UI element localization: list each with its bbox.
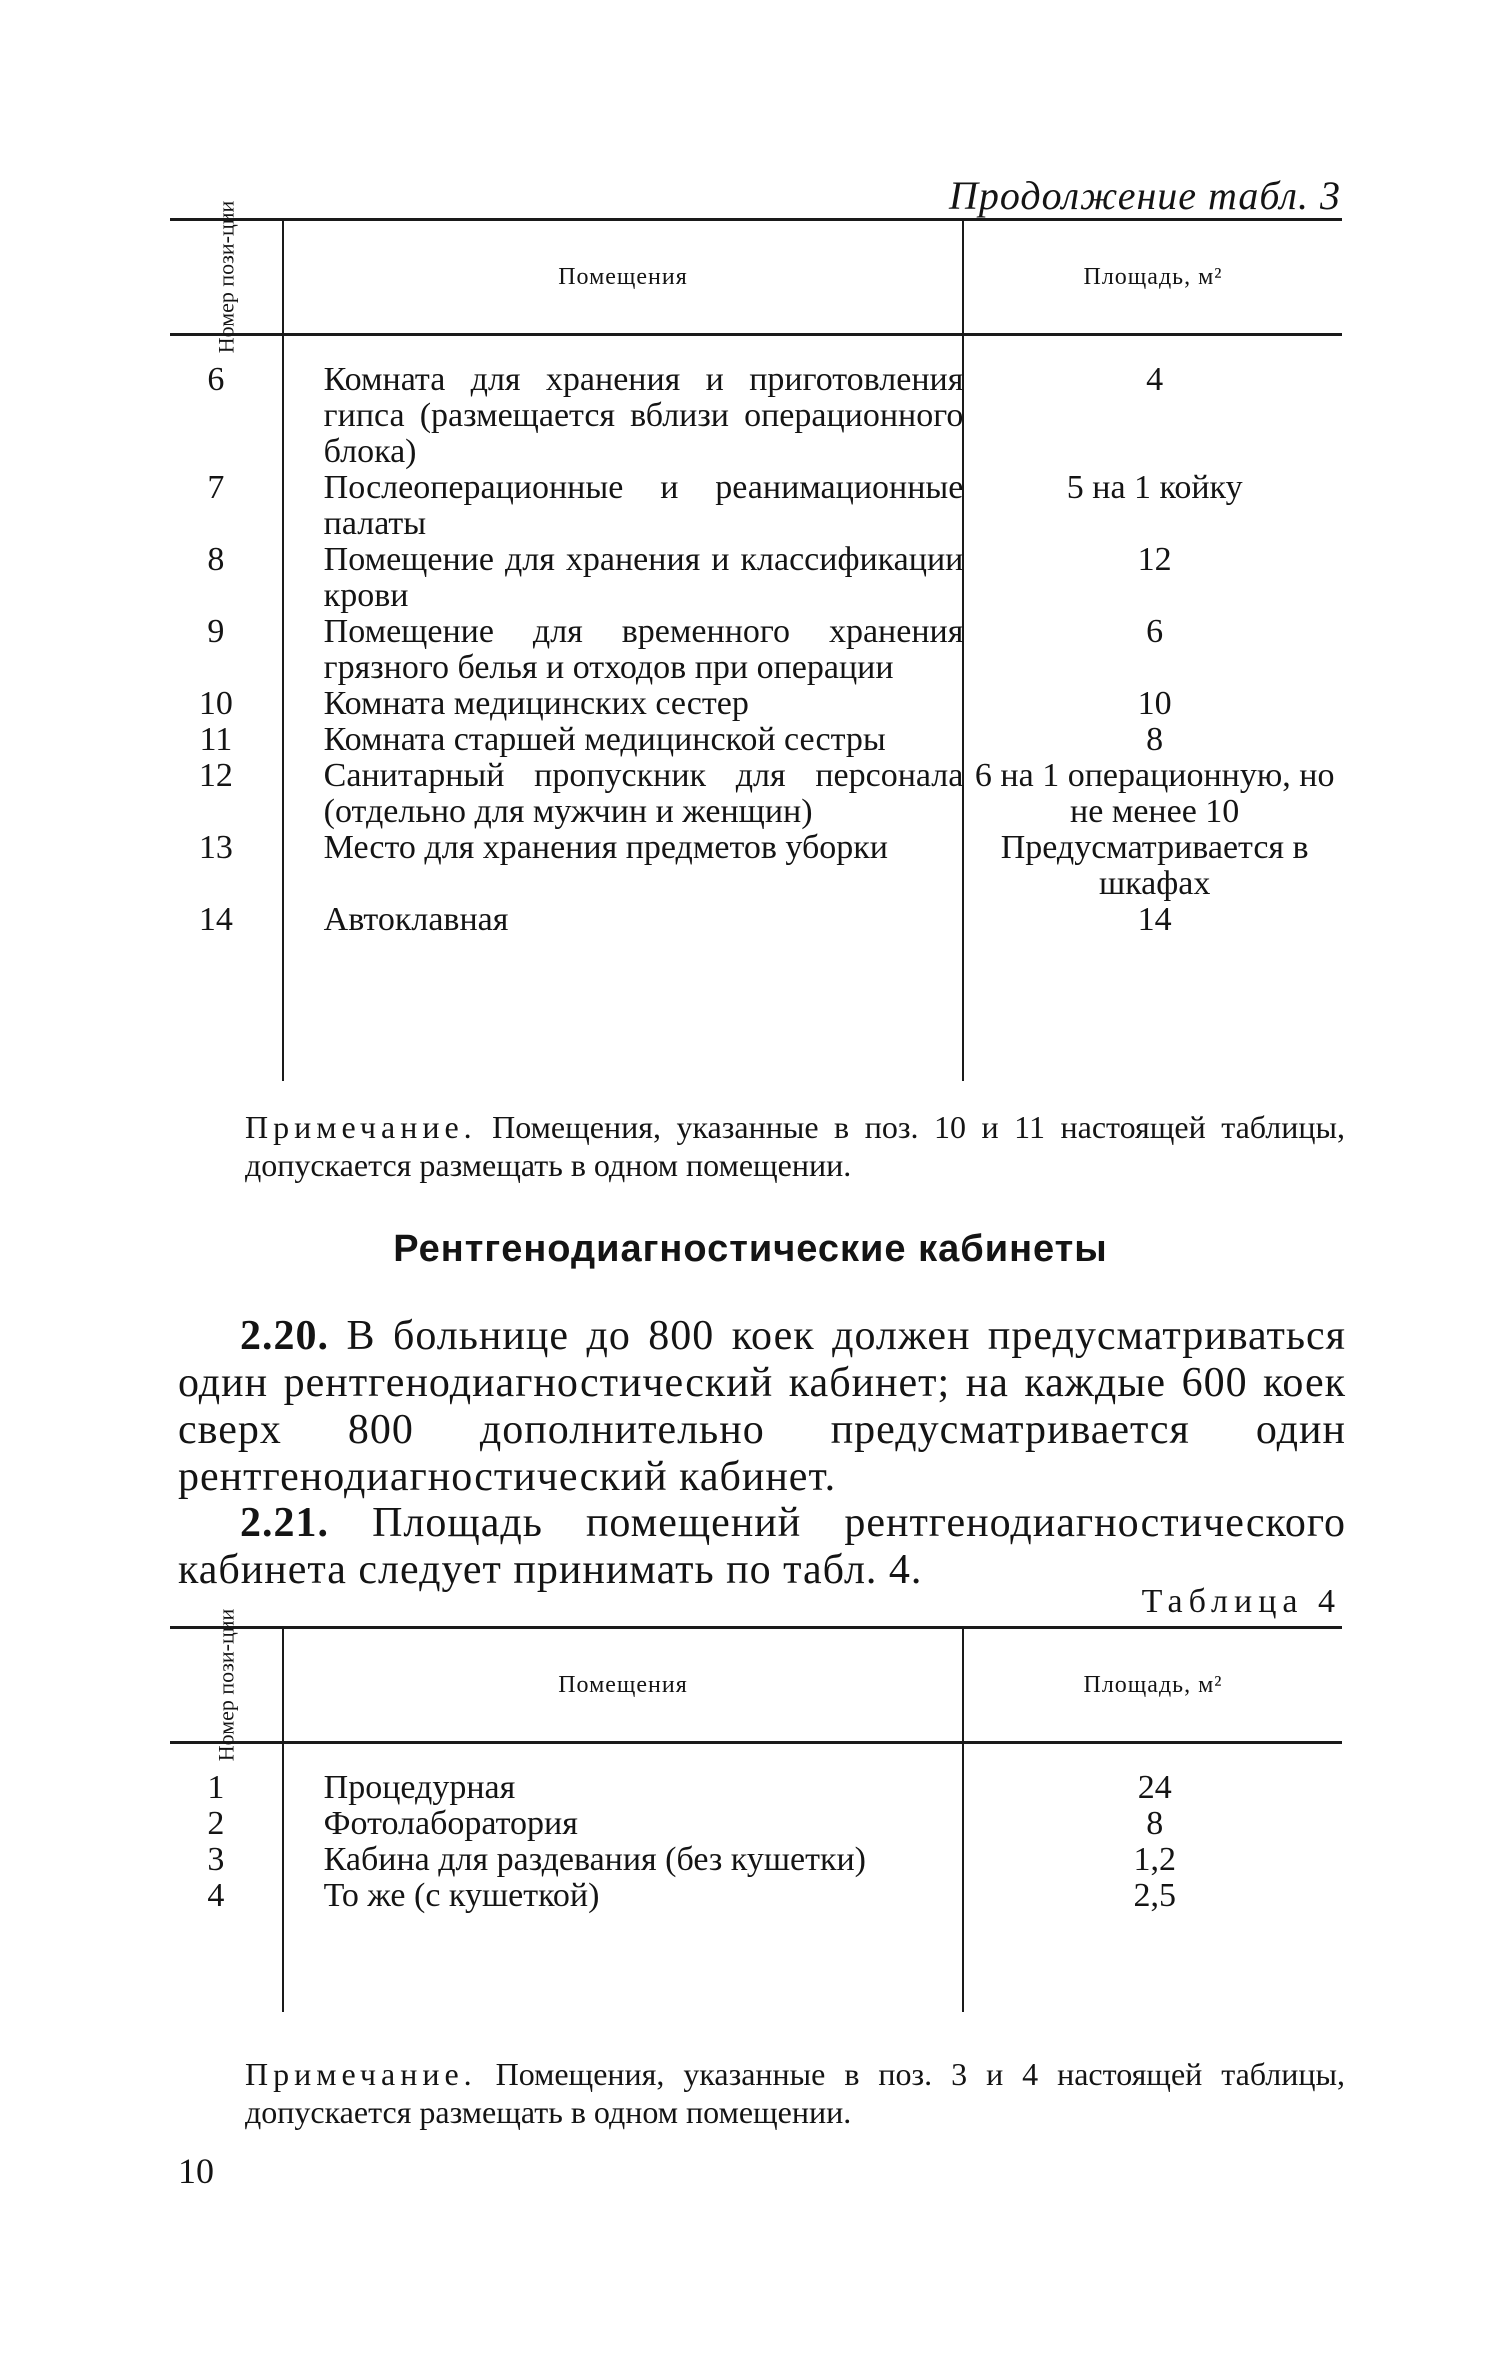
table-4-note: [245, 2055, 1345, 2131]
row-area: 5 на 1 койку: [1066, 469, 1243, 506]
row-area: 8: [1146, 1805, 1164, 1842]
header-number-cell: [170, 1608, 282, 1762]
note-label: Примечание.: [245, 1109, 477, 1145]
row-number: 8: [207, 541, 225, 578]
row-number: 9: [207, 613, 225, 650]
note-label: Примечание.: [245, 2056, 477, 2092]
row-area: 8: [1146, 721, 1164, 758]
table-row: [170, 1806, 1342, 1842]
continuation-label: Продолжение табл. 3: [948, 173, 1341, 218]
table-row: [170, 1878, 1342, 1914]
row-number: 4: [207, 1877, 225, 1914]
row-room: Послеоперационные и реанимационные палаты: [323, 469, 964, 542]
row-room: Санитарный пропускник для персонала (отдельно для мужчин и женщин): [323, 757, 964, 830]
row-room: Комната старшей медицинской сестры: [323, 721, 886, 758]
row-area: 24: [1137, 1769, 1172, 1806]
paragraph-text: В больнице до 800 коек должен предусматриваться один рентгенодиагностический кабинет; на каждые 600 коек сверх 800 дополнительно предусматривается один рентгенодиагностический кабинет.: [178, 1313, 1347, 1500]
row-number: 7: [207, 469, 225, 506]
note-text: Помещения, указанные в поз. 3 и 4 настоящей таблицы, допускается размещать в одном помещении.: [245, 2056, 1345, 2130]
header-area: Площадь, м²: [1083, 1671, 1223, 1698]
table-body: [170, 336, 1342, 938]
table-header: [170, 1608, 1342, 1762]
row-room: Фотолаборатория: [323, 1805, 578, 1842]
table-body: [170, 1744, 1342, 1914]
row-area: Предусматривается в шкафах: [1000, 829, 1309, 902]
paragraph-number: 2.21.: [240, 1500, 329, 1546]
row-room: Комната для хранения и приготовления гипса (размещается вблизи операционного блока): [323, 361, 964, 470]
row-room: Автоклавная: [323, 901, 509, 938]
table-row: [170, 686, 1342, 722]
row-number: 6: [207, 361, 225, 398]
row-number: 13: [198, 829, 233, 866]
row-number: 12: [198, 757, 233, 794]
paragraph-2-20: [178, 1313, 1346, 1501]
row-room: Помещение для хранения и классификации крови: [323, 541, 964, 614]
table-row: [170, 470, 1342, 542]
table-4: [170, 1608, 1342, 2012]
row-number: 2: [207, 1805, 225, 1842]
row-room: Комната медицинских сестер: [323, 685, 749, 722]
row-area: 6 на 1 операционную, но не менее 10: [974, 757, 1335, 830]
paragraph-2-21: [178, 1500, 1346, 1594]
table-row: [170, 902, 1342, 938]
row-room: То же (с кушеткой): [323, 1877, 600, 1914]
table-3: [170, 200, 1342, 1081]
table-header: [170, 200, 1342, 354]
table-row: [170, 722, 1342, 758]
table-row: [170, 614, 1342, 686]
table-row: [170, 542, 1342, 614]
row-room: Кабина для раздевания (без кушетки): [323, 1841, 866, 1878]
row-area: 6: [1146, 613, 1164, 650]
table-row: [170, 1842, 1342, 1878]
row-room: Помещение для временного хранения грязного белья и отходов при операции: [323, 613, 964, 686]
row-number: 11: [199, 721, 233, 758]
section-title: Рентгенодиагностические кабинеты: [393, 1228, 1108, 1270]
row-area: 10: [1137, 685, 1172, 722]
row-area: 4: [1146, 361, 1164, 398]
header-number: Номер пози-ции: [213, 1608, 239, 1762]
row-number: 3: [207, 1841, 225, 1878]
row-number: 10: [198, 685, 233, 722]
header-number: Номер пози-ции: [213, 200, 239, 354]
header-rooms: Помещения: [558, 263, 688, 290]
table-row: [170, 830, 1342, 902]
table-row: [170, 362, 1342, 470]
row-area: 2,5: [1133, 1877, 1176, 1914]
header-area: Площадь, м²: [1083, 263, 1223, 290]
table-row: [170, 758, 1342, 830]
row-number: 14: [198, 901, 233, 938]
row-area: 14: [1137, 901, 1172, 938]
table-3-note: [245, 1108, 1345, 1184]
row-area: 12: [1137, 541, 1172, 578]
header-rooms: Помещения: [558, 1671, 688, 1698]
row-room: Процедурная: [323, 1769, 516, 1806]
paragraph-number: 2.20.: [240, 1313, 329, 1359]
paragraph-text: Площадь помещений рентгенодиагностического кабинета следует принимать по табл. 4.: [178, 1500, 1346, 1593]
header-number-cell: [170, 200, 282, 354]
table-row: [170, 1770, 1342, 1806]
note-text: Помещения, указанные в поз. 10 и 11 настоящей таблицы, допускается размещать в одном помещении.: [245, 1109, 1346, 1183]
row-number: 1: [207, 1769, 225, 1806]
row-room: Место для хранения предметов уборки: [323, 829, 888, 866]
page-number: 10: [178, 2151, 214, 2191]
table-4-label: Таблица 4: [1141, 1583, 1341, 1620]
row-area: 1,2: [1133, 1841, 1176, 1878]
